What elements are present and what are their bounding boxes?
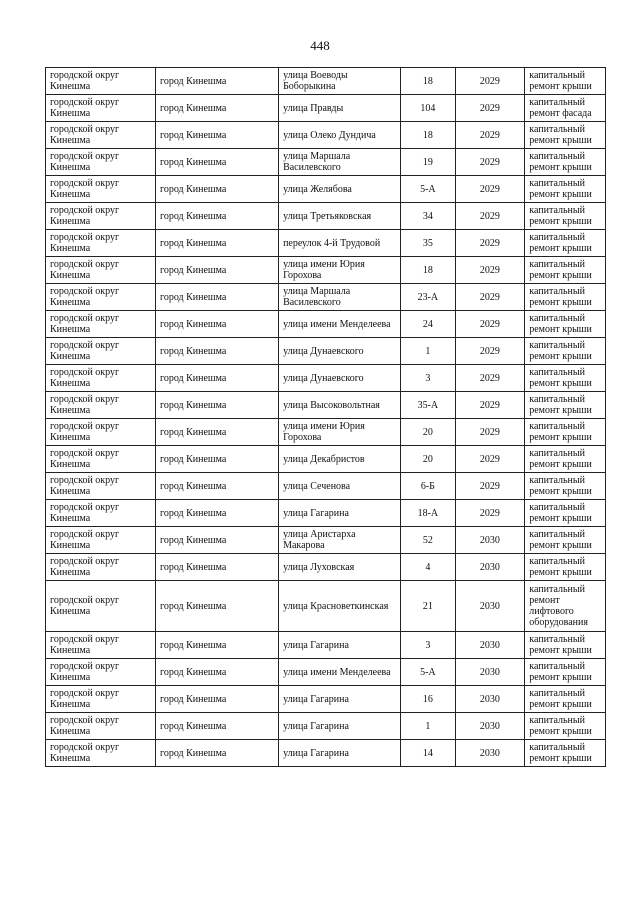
- cell-municipality: городской округ Кинешма: [46, 311, 156, 338]
- cell-municipality: городской округ Кинешма: [46, 149, 156, 176]
- cell-house-number: 3: [401, 365, 455, 392]
- cell-year: 2030: [455, 632, 525, 659]
- cell-work-type: капитальный ремонт крыши: [525, 686, 606, 713]
- cell-street: улица Воеводы Боборыкина: [279, 68, 401, 95]
- cell-house-number: 18: [401, 122, 455, 149]
- cell-year: 2030: [455, 527, 525, 554]
- cell-year: 2029: [455, 500, 525, 527]
- cell-settlement: город Кинешма: [155, 284, 278, 311]
- cell-year: 2029: [455, 176, 525, 203]
- table-row: [46, 95, 606, 122]
- cell-year: 2029: [455, 284, 525, 311]
- cell-street: улица имени Юрия Горохова: [279, 419, 401, 446]
- cell-municipality: городской округ Кинешма: [46, 419, 156, 446]
- cell-work-type: капитальный ремонт крыши: [525, 554, 606, 581]
- table-row: [46, 500, 606, 527]
- cell-work-type: капитальный ремонт крыши: [525, 257, 606, 284]
- cell-work-type: капитальный ремонт крыши: [525, 473, 606, 500]
- cell-settlement: город Кинешма: [155, 122, 278, 149]
- cell-street: улица Гагарина: [279, 500, 401, 527]
- cell-settlement: город Кинешма: [155, 230, 278, 257]
- table-row: [46, 713, 606, 740]
- cell-year: 2029: [455, 365, 525, 392]
- cell-settlement: город Кинешма: [155, 311, 278, 338]
- cell-house-number: 52: [401, 527, 455, 554]
- cell-house-number: 5-А: [401, 659, 455, 686]
- cell-work-type: капитальный ремонт крыши: [525, 419, 606, 446]
- cell-settlement: город Кинешма: [155, 365, 278, 392]
- cell-street: улица Гагарина: [279, 713, 401, 740]
- cell-house-number: 18: [401, 68, 455, 95]
- cell-work-type: капитальный ремонт крыши: [525, 500, 606, 527]
- cell-municipality: городской округ Кинешма: [46, 686, 156, 713]
- cell-house-number: 19: [401, 149, 455, 176]
- cell-year: 2030: [455, 740, 525, 767]
- table-row: [46, 68, 606, 95]
- cell-year: 2029: [455, 473, 525, 500]
- cell-municipality: городской округ Кинешма: [46, 95, 156, 122]
- cell-house-number: 14: [401, 740, 455, 767]
- cell-house-number: 35-А: [401, 392, 455, 419]
- cell-work-type: капитальный ремонт крыши: [525, 230, 606, 257]
- cell-house-number: 35: [401, 230, 455, 257]
- cell-year: 2029: [455, 68, 525, 95]
- cell-work-type: капитальный ремонт крыши: [525, 122, 606, 149]
- cell-municipality: городской округ Кинешма: [46, 500, 156, 527]
- cell-house-number: 18: [401, 257, 455, 284]
- table-row: [46, 311, 606, 338]
- cell-municipality: городской округ Кинешма: [46, 284, 156, 311]
- table-row: [46, 686, 606, 713]
- table-row: [46, 122, 606, 149]
- cell-work-type: капитальный ремонт крыши: [525, 338, 606, 365]
- cell-house-number: 1: [401, 713, 455, 740]
- cell-street: улица Сеченова: [279, 473, 401, 500]
- cell-municipality: городской округ Кинешма: [46, 527, 156, 554]
- cell-year: 2029: [455, 95, 525, 122]
- cell-municipality: городской округ Кинешма: [46, 659, 156, 686]
- cell-year: 2029: [455, 446, 525, 473]
- cell-house-number: 23-А: [401, 284, 455, 311]
- cell-street: улица имени Менделеева: [279, 311, 401, 338]
- cell-settlement: город Кинешма: [155, 95, 278, 122]
- cell-house-number: 4: [401, 554, 455, 581]
- cell-street: улица Луховская: [279, 554, 401, 581]
- cell-year: 2029: [455, 392, 525, 419]
- cell-year: 2029: [455, 338, 525, 365]
- cell-settlement: город Кинешма: [155, 686, 278, 713]
- cell-house-number: 104: [401, 95, 455, 122]
- cell-municipality: городской округ Кинешма: [46, 365, 156, 392]
- table-row: [46, 203, 606, 230]
- cell-settlement: город Кинешма: [155, 473, 278, 500]
- cell-settlement: город Кинешма: [155, 257, 278, 284]
- cell-street: улица Третьяковская: [279, 203, 401, 230]
- cell-settlement: город Кинешма: [155, 68, 278, 95]
- cell-work-type: капитальный ремонт крыши: [525, 659, 606, 686]
- cell-settlement: город Кинешма: [155, 419, 278, 446]
- cell-settlement: город Кинешма: [155, 338, 278, 365]
- cell-work-type: капитальный ремонт крыши: [525, 284, 606, 311]
- cell-work-type: капитальный ремонт крыши: [525, 68, 606, 95]
- cell-work-type: капитальный ремонт лифтового оборудования: [525, 581, 606, 632]
- cell-house-number: 6-Б: [401, 473, 455, 500]
- cell-street: улица Аристарха Макарова: [279, 527, 401, 554]
- cell-municipality: городской округ Кинешма: [46, 473, 156, 500]
- cell-settlement: город Кинешма: [155, 203, 278, 230]
- cell-municipality: городской округ Кинешма: [46, 554, 156, 581]
- cell-municipality: городской округ Кинешма: [46, 392, 156, 419]
- cell-street: улица Гагарина: [279, 740, 401, 767]
- table-row: [46, 392, 606, 419]
- table-row: [46, 581, 606, 632]
- cell-house-number: 5-А: [401, 176, 455, 203]
- cell-street: улица Дунаевского: [279, 365, 401, 392]
- table-row: [46, 365, 606, 392]
- cell-street: улица Дунаевского: [279, 338, 401, 365]
- cell-street: улица имени Менделеева: [279, 659, 401, 686]
- table-body: [46, 68, 606, 767]
- cell-house-number: 20: [401, 446, 455, 473]
- cell-year: 2030: [455, 713, 525, 740]
- cell-work-type: капитальный ремонт крыши: [525, 176, 606, 203]
- cell-year: 2029: [455, 122, 525, 149]
- cell-work-type: капитальный ремонт крыши: [525, 632, 606, 659]
- cell-municipality: городской округ Кинешма: [46, 740, 156, 767]
- cell-work-type: капитальный ремонт крыши: [525, 149, 606, 176]
- cell-year: 2029: [455, 311, 525, 338]
- cell-settlement: город Кинешма: [155, 632, 278, 659]
- cell-house-number: 16: [401, 686, 455, 713]
- cell-year: 2029: [455, 257, 525, 284]
- cell-work-type: капитальный ремонт фасада: [525, 95, 606, 122]
- cell-municipality: городской округ Кинешма: [46, 122, 156, 149]
- cell-municipality: городской округ Кинешма: [46, 257, 156, 284]
- cell-municipality: городской округ Кинешма: [46, 446, 156, 473]
- table-row: [46, 632, 606, 659]
- cell-street: переулок 4-й Трудовой: [279, 230, 401, 257]
- cell-year: 2030: [455, 581, 525, 632]
- cell-street: улица Красноветкинская: [279, 581, 401, 632]
- cell-house-number: 21: [401, 581, 455, 632]
- cell-house-number: 20: [401, 419, 455, 446]
- cell-year: 2030: [455, 686, 525, 713]
- cell-work-type: капитальный ремонт крыши: [525, 527, 606, 554]
- cell-work-type: капитальный ремонт крыши: [525, 311, 606, 338]
- cell-street: улица Олеко Дундича: [279, 122, 401, 149]
- cell-municipality: городской округ Кинешма: [46, 203, 156, 230]
- cell-work-type: капитальный ремонт крыши: [525, 392, 606, 419]
- cell-work-type: капитальный ремонт крыши: [525, 365, 606, 392]
- cell-street: улица Маршала Василевского: [279, 149, 401, 176]
- cell-municipality: городской округ Кинешма: [46, 581, 156, 632]
- cell-work-type: капитальный ремонт крыши: [525, 740, 606, 767]
- cell-house-number: 3: [401, 632, 455, 659]
- cell-street: улица Маршала Василевского: [279, 284, 401, 311]
- cell-settlement: город Кинешма: [155, 527, 278, 554]
- cell-house-number: 34: [401, 203, 455, 230]
- cell-street: улица Желябова: [279, 176, 401, 203]
- cell-street: улица имени Юрия Горохова: [279, 257, 401, 284]
- cell-municipality: городской округ Кинешма: [46, 713, 156, 740]
- cell-municipality: городской округ Кинешма: [46, 632, 156, 659]
- cell-work-type: капитальный ремонт крыши: [525, 203, 606, 230]
- table-row: [46, 257, 606, 284]
- cell-street: улица Декабристов: [279, 446, 401, 473]
- table-row: [46, 659, 606, 686]
- cell-settlement: город Кинешма: [155, 740, 278, 767]
- cell-year: 2029: [455, 203, 525, 230]
- cell-street: улица Гагарина: [279, 632, 401, 659]
- cell-municipality: городской округ Кинешма: [46, 230, 156, 257]
- cell-work-type: капитальный ремонт крыши: [525, 713, 606, 740]
- cell-settlement: город Кинешма: [155, 554, 278, 581]
- cell-municipality: городской округ Кинешма: [46, 68, 156, 95]
- cell-street: улица Высоковольтная: [279, 392, 401, 419]
- cell-year: 2029: [455, 149, 525, 176]
- table-row: [46, 419, 606, 446]
- repair-schedule-table: [45, 67, 606, 767]
- cell-settlement: город Кинешма: [155, 500, 278, 527]
- cell-house-number: 18-А: [401, 500, 455, 527]
- cell-year: 2030: [455, 659, 525, 686]
- cell-house-number: 24: [401, 311, 455, 338]
- table-row: [46, 740, 606, 767]
- cell-work-type: капитальный ремонт крыши: [525, 446, 606, 473]
- cell-year: 2029: [455, 419, 525, 446]
- cell-house-number: 1: [401, 338, 455, 365]
- cell-settlement: город Кинешма: [155, 581, 278, 632]
- cell-street: улица Правды: [279, 95, 401, 122]
- cell-year: 2029: [455, 230, 525, 257]
- table-row: [46, 473, 606, 500]
- table-row: [46, 527, 606, 554]
- table-row: [46, 338, 606, 365]
- cell-settlement: город Кинешма: [155, 713, 278, 740]
- cell-settlement: город Кинешма: [155, 392, 278, 419]
- cell-municipality: городской округ Кинешма: [46, 176, 156, 203]
- table-row: [46, 284, 606, 311]
- cell-settlement: город Кинешма: [155, 659, 278, 686]
- cell-settlement: город Кинешма: [155, 446, 278, 473]
- table-row: [46, 149, 606, 176]
- table-row: [46, 176, 606, 203]
- table-row: [46, 554, 606, 581]
- cell-municipality: городской округ Кинешма: [46, 338, 156, 365]
- cell-settlement: город Кинешма: [155, 176, 278, 203]
- table-row: [46, 230, 606, 257]
- cell-settlement: город Кинешма: [155, 149, 278, 176]
- cell-year: 2030: [455, 554, 525, 581]
- cell-street: улица Гагарина: [279, 686, 401, 713]
- table-row: [46, 446, 606, 473]
- page-number: 448: [310, 38, 330, 53]
